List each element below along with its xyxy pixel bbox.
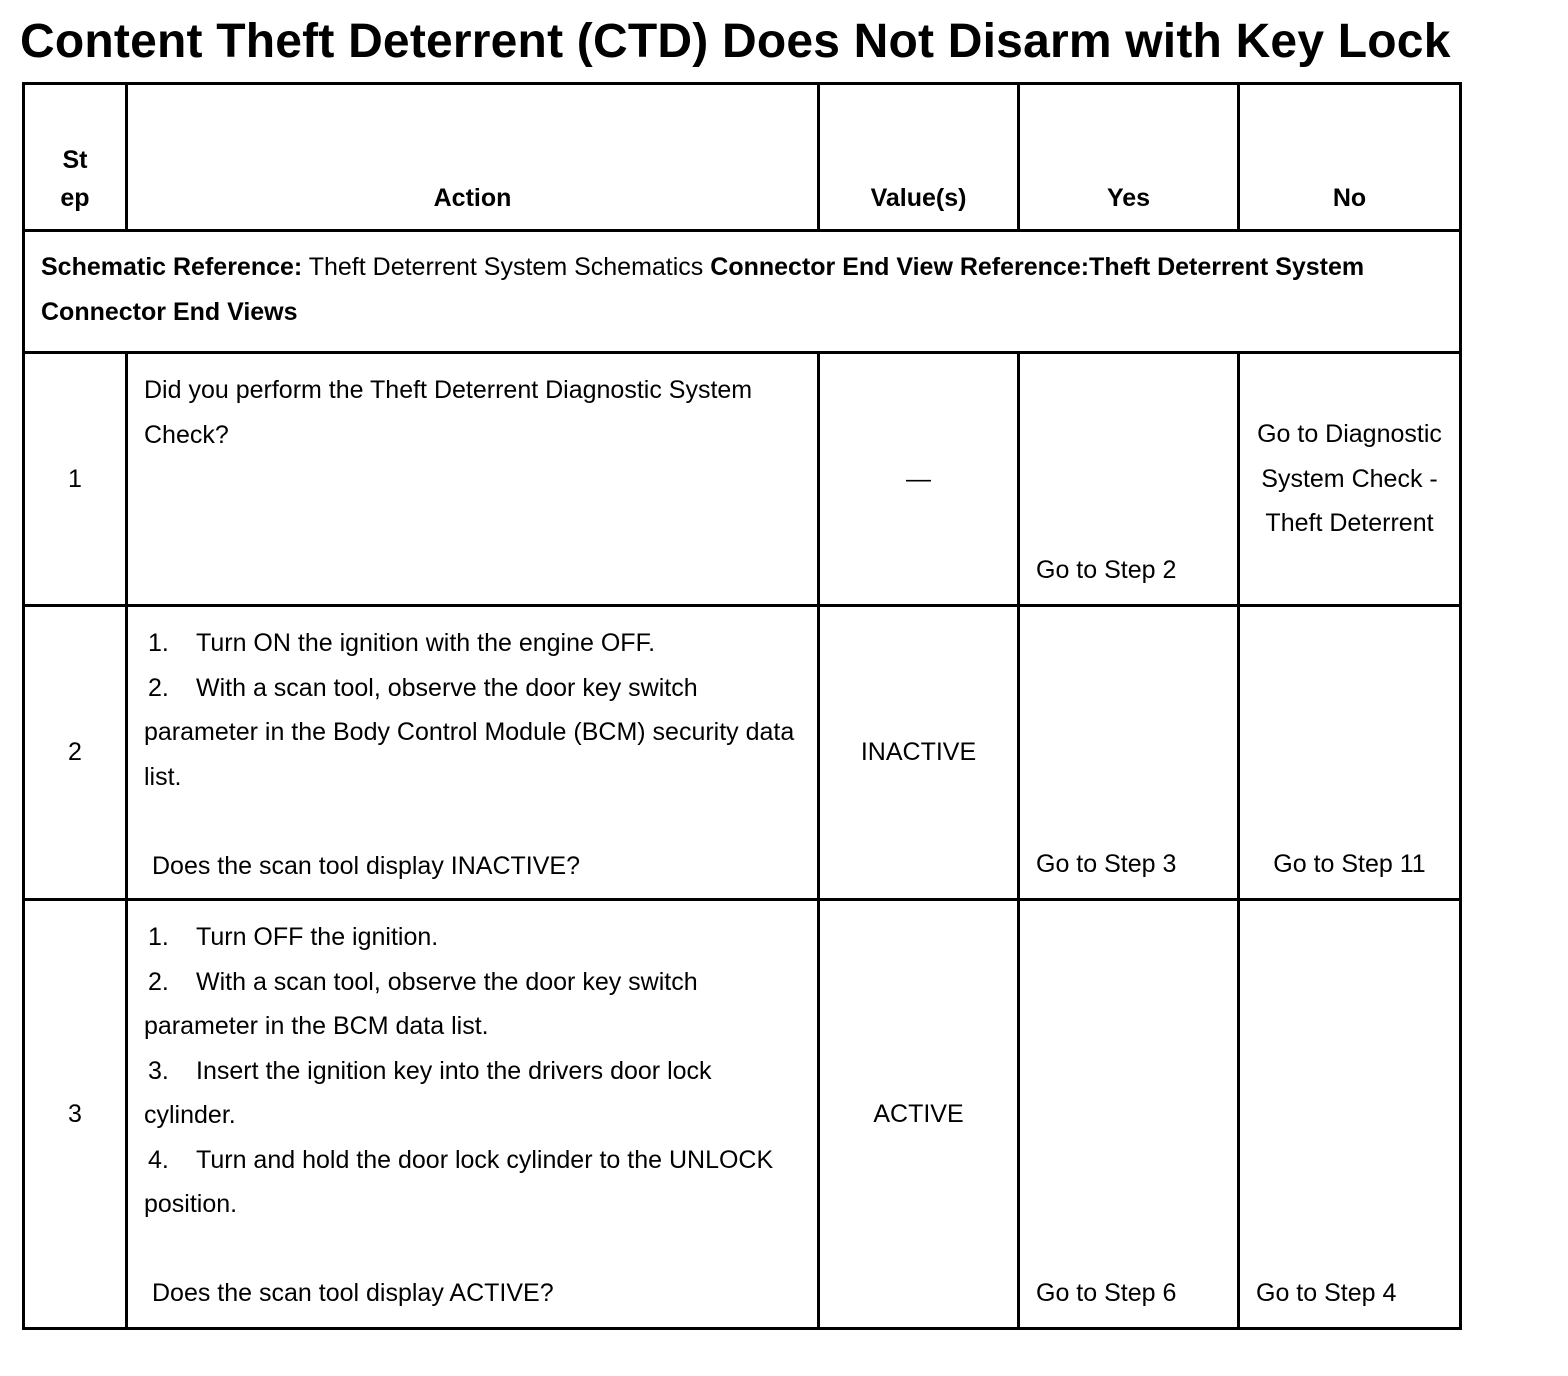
- table-row: [24, 900, 1461, 1329]
- header-yes: Yes: [1019, 84, 1239, 231]
- step-number: 3: [24, 900, 127, 1329]
- step-value: INACTIVE: [819, 606, 1019, 900]
- no-link[interactable]: Go to Step 4: [1239, 900, 1461, 1329]
- reference-row: [24, 231, 1461, 353]
- step-question: Does the scan tool display ACTIVE?: [152, 1279, 554, 1307]
- instruction-item: 2. With a scan tool, observe the door key switch parameter in the Body Control Module (BCM) security data list.: [144, 673, 795, 791]
- no-link[interactable]: Go to Diagnostic System Check - Theft Deterrent: [1239, 353, 1461, 606]
- step-action: Did you perform the Theft Deterrent Diagnostic System Check?: [127, 353, 819, 606]
- step-question: Does the scan tool display INACTIVE?: [152, 851, 580, 880]
- step-number: 1: [24, 353, 127, 606]
- header-action: Action: [127, 84, 819, 231]
- header-step: St ep: [24, 84, 127, 231]
- header-no: No: [1239, 84, 1461, 231]
- instruction-item: 2. With a scan tool, observe the door key switch parameter in the BCM data list.: [144, 967, 698, 1040]
- reference-cell: [24, 231, 1461, 353]
- yes-link[interactable]: Go to Step 3: [1019, 606, 1239, 900]
- no-link[interactable]: Go to Step 11: [1239, 606, 1461, 900]
- yes-link[interactable]: Go to Step 6: [1019, 900, 1239, 1329]
- step-value: —: [819, 353, 1019, 606]
- yes-link[interactable]: Go to Step 2: [1019, 353, 1239, 606]
- schematic-reference-label: Schematic Reference:: [41, 253, 303, 281]
- diagnostic-table: [22, 82, 1462, 1330]
- step-action: [127, 900, 819, 1329]
- step-number: 2: [24, 606, 127, 900]
- table-row: [24, 606, 1461, 900]
- header-values: Value(s): [819, 84, 1019, 231]
- table-row: [24, 353, 1461, 606]
- instruction-item: 3. Insert the ignition key into the drivers door lock cylinder.: [144, 1056, 712, 1129]
- table-header-row: [24, 84, 1461, 231]
- step-value: ACTIVE: [819, 900, 1019, 1329]
- instruction-item: 1. Turn ON the ignition with the engine OFF.: [148, 629, 656, 657]
- page-title: Content Theft Deterrent (CTD) Does Not Disarm with Key Lock: [20, 15, 1451, 68]
- schematic-reference-link[interactable]: Theft Deterrent System Schematics: [302, 253, 711, 281]
- connector-reference-label: Connector End View Reference:Theft Deterrent System Connector End Views: [41, 253, 1365, 326]
- step-action: [127, 606, 819, 900]
- instruction-item: 4. Turn and hold the door lock cylinder to the UNLOCK position.: [144, 1145, 774, 1218]
- instruction-item: 1. Turn OFF the ignition.: [148, 923, 439, 951]
